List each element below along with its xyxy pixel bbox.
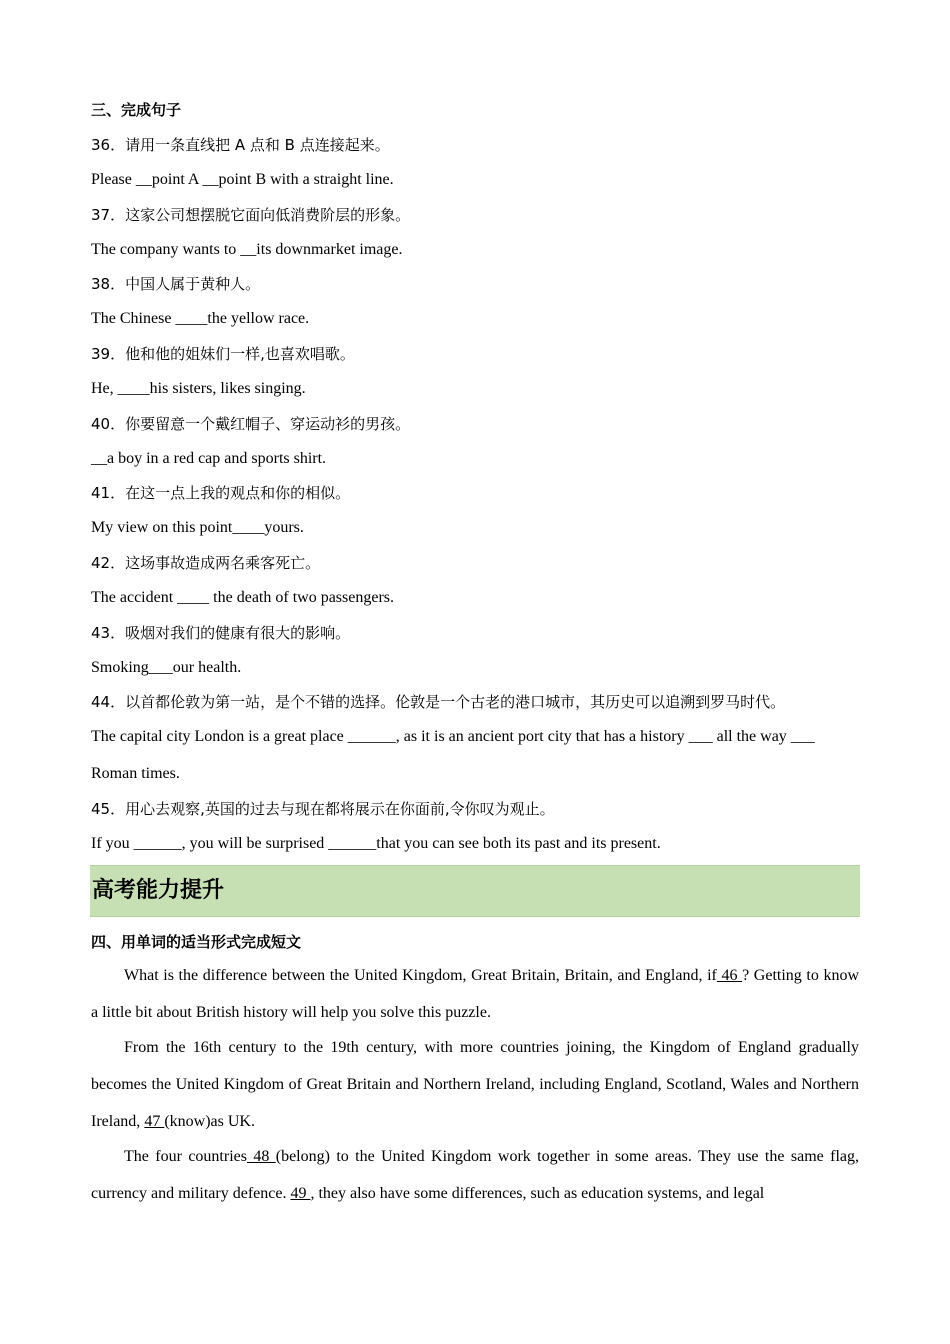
blank-46: 46 [716, 967, 743, 984]
question-40-english: __a boy in a red cap and sports shirt. [91, 450, 327, 467]
question-38-english: The Chinese ____the yellow race. [91, 310, 310, 327]
question-41-chinese: 41．在这一点上我的观点和你的相似。 [91, 484, 351, 502]
paragraph-3-text-b: (belong) to the United Kingdom work together in some areas. They use the same flag, currency and military defence. [91, 1148, 859, 1202]
paragraph-1-text-a: What is the difference between the United Kingdom, Great Britain, Britain, and England, if [124, 967, 717, 984]
passage-paragraph-2 [91, 1029, 859, 1140]
passage-paragraph-3 [91, 1138, 859, 1212]
question-39-english: He, ____his sisters, likes singing. [91, 380, 306, 397]
paragraph-1-text-b: ? Getting to know a little bit about British history will help you solve this puzzle. [91, 967, 860, 1021]
passage-paragraph-1 [91, 957, 859, 1031]
question-45-english: If you ______, you will be surprised ______that you can see both its past and its present. [91, 835, 661, 852]
paragraph-3-text-c: , they also have some differences, such as education systems, and legal [310, 1185, 765, 1202]
blank-49: 49 [290, 1185, 311, 1202]
blank-48: 48 [246, 1148, 276, 1165]
question-41-english: My view on this point____yours. [91, 519, 304, 536]
paragraph-3-text-a: The four countries [124, 1148, 247, 1165]
question-42-english: The accident ____ the death of two passengers. [91, 589, 395, 606]
question-39-chinese: 39．他和他的姐妹们一样,也喜欢唱歌。 [91, 345, 355, 363]
section-3-title: 三、完成句子 [91, 101, 182, 119]
question-44-english: The capital city London is a great place ______, as it is an ancient port city that has a history ___ all the way ___ [91, 728, 815, 745]
section-band-title: 高考能力提升 [92, 878, 225, 903]
paragraph-2-text-a: From the 16th century to the 19th century, with more countries joining, the Kingdom of England gradually becomes the United Kingdom of Great Britain and Northern Ireland, including England, Scotland, Wales and Northern Ireland, [91, 1039, 859, 1130]
question-37-english: The company wants to __its downmarket image. [91, 241, 403, 258]
question-38-chinese: 38．中国人属于黄种人。 [91, 275, 261, 293]
paragraph-2-text-b: (know)as UK. [164, 1113, 255, 1130]
question-44-english-continued: Roman times. [91, 765, 180, 782]
question-40-chinese: 40．你要留意一个戴红帽子、穿运动衫的男孩。 [91, 415, 411, 433]
question-43-english: Smoking___our health. [91, 659, 242, 676]
question-43-chinese: 43．吸烟对我们的健康有很大的影响。 [91, 624, 351, 642]
question-37-chinese: 37．这家公司想摆脱它面向低消费阶层的形象。 [91, 206, 411, 224]
question-36-english: Please __point A __point B with a straight line. [91, 171, 394, 188]
blank-47: 47 [144, 1113, 165, 1130]
question-45-chinese: 45．用心去观察,英国的过去与现在都将展示在你面前,令你叹为观止。 [91, 800, 555, 818]
section-4-title: 四、用单词的适当形式完成短文 [91, 933, 302, 951]
question-44-chinese: 44．以首都伦敦为第一站，是个不错的选择。伦敦是一个古老的港口城市，其历史可以追溯到罗马时代。 [91, 693, 786, 711]
section-band [90, 865, 860, 917]
question-42-chinese: 42．这场事故造成两名乘客死亡。 [91, 554, 321, 572]
question-36-chinese: 36．请用一条直线把 A 点和 B 点连接起来。 [91, 136, 390, 154]
